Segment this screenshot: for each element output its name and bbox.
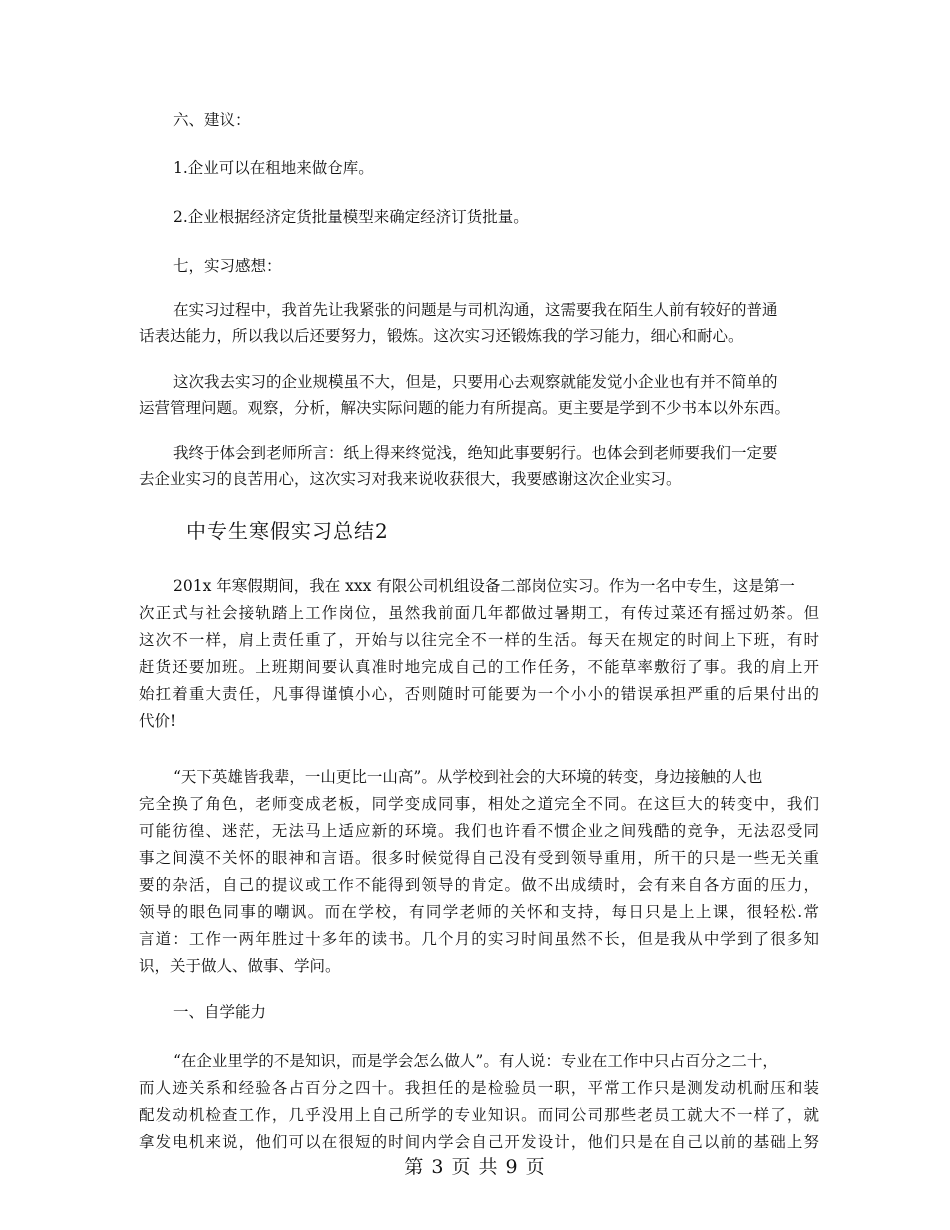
- section-6-item-2: 2.企业根据经济定货批量模型来确定经济订货批量。: [173, 208, 529, 226]
- section-heading-2: 中专生寒假实习总结2: [186, 519, 389, 543]
- section-6-item-1: 1.企业可以在租地来做仓库。: [173, 159, 374, 177]
- paragraph-2-line-2: 运营管理问题。观察，分析，解决实际问题的能力有所提高。更主要是学到不少书本以外东西。: [139, 399, 791, 417]
- section-6-title: 六、建议：: [173, 111, 251, 129]
- paragraph-3-line-2: 去企业实习的良苦用心，这次实习对我来说收获很大，我要感谢这次企业实习。: [139, 470, 682, 488]
- paragraph-5-line-2: 完全换了角色，老师变成老板，同学变成同事，相处之道完全不同。在这巨大的转变中，我们: [139, 795, 819, 813]
- paragraph-5-line-1: “天下英雄皆我辈，一山更比一山高”。从学校到社会的大环境的转变，身边接触的人也: [173, 768, 763, 786]
- paragraph-2-line-1: 这次我去实习的企业规模虽不大，但是，只要用心去观察就能发觉小企业也有并不简单的: [173, 373, 778, 391]
- paragraph-5-line-8: 识，关于做人、做事、学问。: [139, 957, 341, 975]
- paragraph-4-line-1: 201x 年寒假期间，我在 xxx 有限公司机组设备二部岗位实习。作为一名中专生，这是第一: [173, 577, 795, 595]
- paragraph-6-line-2: 而人迹关系和经验各占百分之四十。我担任的是检验员一职，平常工作只是测发动机耐压和装: [139, 1079, 819, 1097]
- paragraph-1-line-1: 在实习过程中，我首先让我紧张的问题是与司机沟通，这需要我在陌生人前有较好的普通: [173, 301, 778, 319]
- page-number-footer: 第 3 页 共 9 页: [404, 1156, 546, 1178]
- paragraph-4-line-3: 这次不一样，肩上责任重了，开始与以往完全不一样的生活。每天在规定的时间上下班，有时: [139, 631, 819, 649]
- paragraph-5-line-3: 可能彷徨、迷茫，无法马上适应新的环境。我们也许看不惯企业之间残酷的竞争，无法忍受同: [139, 822, 819, 840]
- paragraph-4-line-4: 赶货还要加班。上班期间要认真准时地完成自己的工作任务，不能草率敷衍了事。我的肩上开: [139, 658, 819, 676]
- subsection-title-1: 一、自学能力: [173, 1003, 267, 1021]
- paragraph-6-line-1: “在企业里学的不是知识，而是学会怎么做人”。有人说：专业在工作中只占百分之二十，: [173, 1052, 778, 1070]
- paragraph-6-line-4: 拿发电机来说，他们可以在很短的时间内学会自己开发设计，他们只是在自己以前的基础上努: [139, 1133, 819, 1151]
- paragraph-5-line-6: 领导的眼色同事的嘲讽。而在学校，有同学老师的关怀和支持，每日只是上上课，很轻松.常: [139, 903, 819, 921]
- paragraph-4-line-5: 始扛着重大责任，凡事得谨慎小心，否则随时可能要为一个小小的错误承担严重的后果付出的: [139, 685, 819, 703]
- paragraph-5-line-7: 言道：工作一两年胜过十多年的读书。几个月的实习时间虽然不长，但是我从中学到了很多知: [139, 930, 819, 948]
- paragraph-4-line-2: 次正式与社会接轨踏上工作岗位，虽然我前面几年都做过暑期工，有传过菜还有摇过奶茶。但: [139, 604, 819, 622]
- paragraph-5-line-5: 要的杂活，自己的提议或工作不能得到领导的肯定。做不出成绩时，会有来自各方面的压力，: [139, 876, 819, 894]
- section-7-title: 七，实习感想：: [173, 257, 282, 275]
- paragraph-3-line-1: 我终于体会到老师所言：纸上得来终觉浅，绝知此事要躬行。也体会到老师要我们一定要: [173, 444, 778, 462]
- paragraph-4-line-6: 代价!: [139, 712, 177, 730]
- paragraph-1-line-2: 话表达能力，所以我以后还要努力，锻炼。这次实习还锻炼我的学习能力，细心和耐心。: [139, 327, 744, 345]
- paragraph-6-line-3: 配发动机检查工作，几乎没用上自己所学的专业知识。而同公司那些老员工就大不一样了，就: [139, 1106, 819, 1124]
- paragraph-5-line-4: 事之间漠不关怀的眼神和言语。很多时候觉得自己没有受到领导重用，所干的只是一些无关重: [139, 849, 819, 867]
